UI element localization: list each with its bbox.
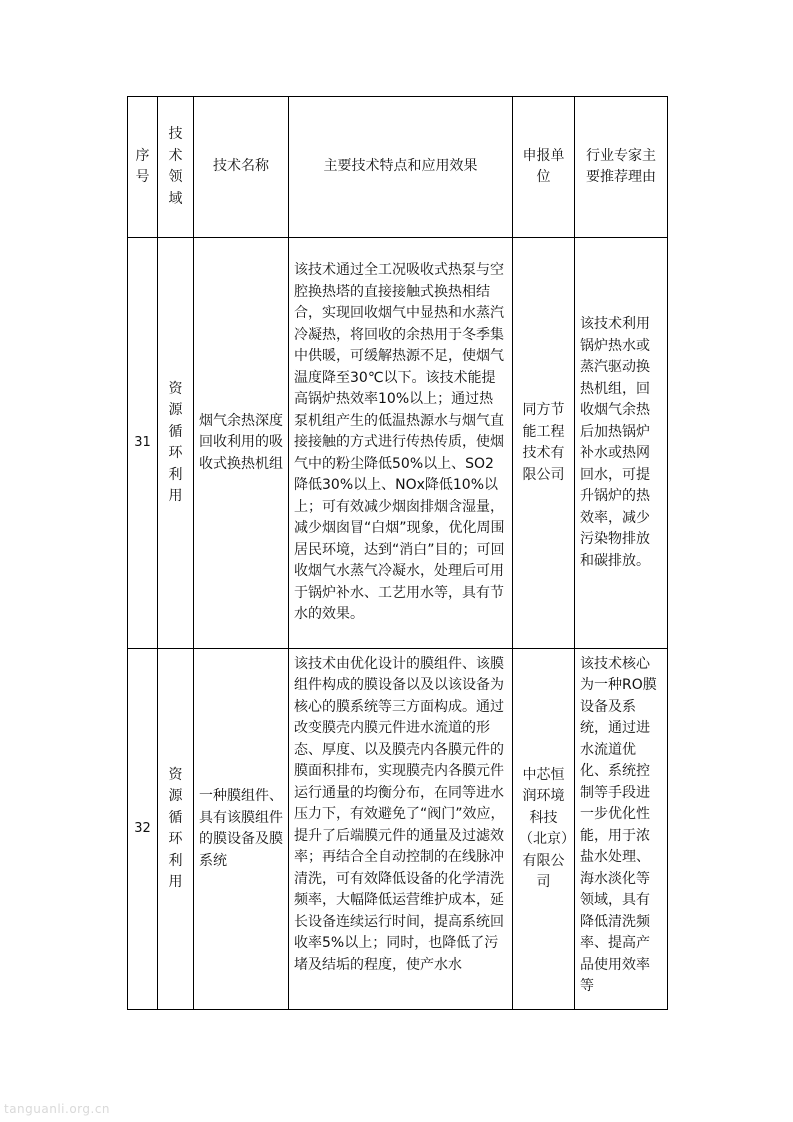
watermark: tanguanli.org.cn [4,1102,111,1116]
cell-name: 烟气余热深度回收利用的吸收式换热机组 [194,238,289,649]
cell-features: 该技术通过全工况吸收式热泵与空腔换热塔的直接接触式换热相结合，实现回收烟气中显热和水蒸汽冷凝热，将回收的余热用于冬季集中供暖，可缓解热源不足，使烟气温度降至30℃以下。该技术能提高锅炉热效率10%以上；通过热泵机组产生的低温热源水与烟气直接接触的方式进行传热传质，使烟气中的粉尘降低50%以上、SO2降低30%以上、NOx降低10%以上；可有效减少烟囱排烟含湿量，减少烟囱冒“白烟”现象，优化周围居民环境，达到“消白”目的；可回收烟气水蒸气冷凝水，处理后可用于锅炉补水、工艺用水等，具有节水的效果。 [289,238,513,649]
cell-seq: 31 [128,238,158,649]
header-name: 技术名称 [194,97,289,238]
cell-features-wrapper [289,649,513,1010]
recommendation-table [127,96,668,1010]
cell-unit: 中芯恒润环境科技（北京）有限公司 [513,649,575,1010]
cell-field: 资源循环利用 [158,649,194,1010]
header-features: 主要技术特点和应用效果 [289,97,513,238]
header-unit: 申报单位 [513,97,575,238]
cell-features: 该技术由优化设计的膜组件、该膜组件构成的膜设备以及以该设备为核心的膜系统等三方面构成。通过改变膜壳内膜元件进水流道的形态、厚度、以及膜壳内各膜元件的膜面积排布，实现膜壳内各膜元件运行通量的均衡分布，在同等进水压力下，有效避免了“阀门”效应，提升了后端膜元件的通量及过滤效率；再结合全自动控制的在线脉冲清洗，可有效降低设备的化学清洗频率，大幅降低运营维护成本，延长设备连续运行时间，提高系统回收率5%以上；同时，也降低了污堵及结垢的程度，使产水水 [294,655,505,973]
cell-field: 资源循环利用 [158,238,194,649]
header-field: 技术领域 [158,97,194,238]
table-row [128,649,668,1010]
cell-seq: 32 [128,649,158,1010]
cell-reason: 该技术利用锅炉热水或蒸汽驱动换热机组，回收烟气余热后加热锅炉补水或热网回水，可提升锅炉的热效率，减少污染物排放和碳排放。 [575,238,668,649]
header-seq: 序号 [128,97,158,238]
table-header-row [128,97,668,238]
cell-name: 一种膜组件、具有该膜组件的膜设备及膜系统 [194,649,289,1010]
table-row [128,238,668,649]
cell-reason: 该技术核心为一种RO膜设备及系统，通过进水流道优化、系统控制等手段进一步优化性能，用于浓盐水处理、海水淡化等领域，具有降低清洗频率、提高产品使用效率等 [580,655,657,994]
cell-unit: 同方节能工程技术有限公司 [513,238,575,649]
cell-reason-wrapper [575,649,668,1010]
header-reason: 行业专家主要推荐理由 [575,97,668,238]
